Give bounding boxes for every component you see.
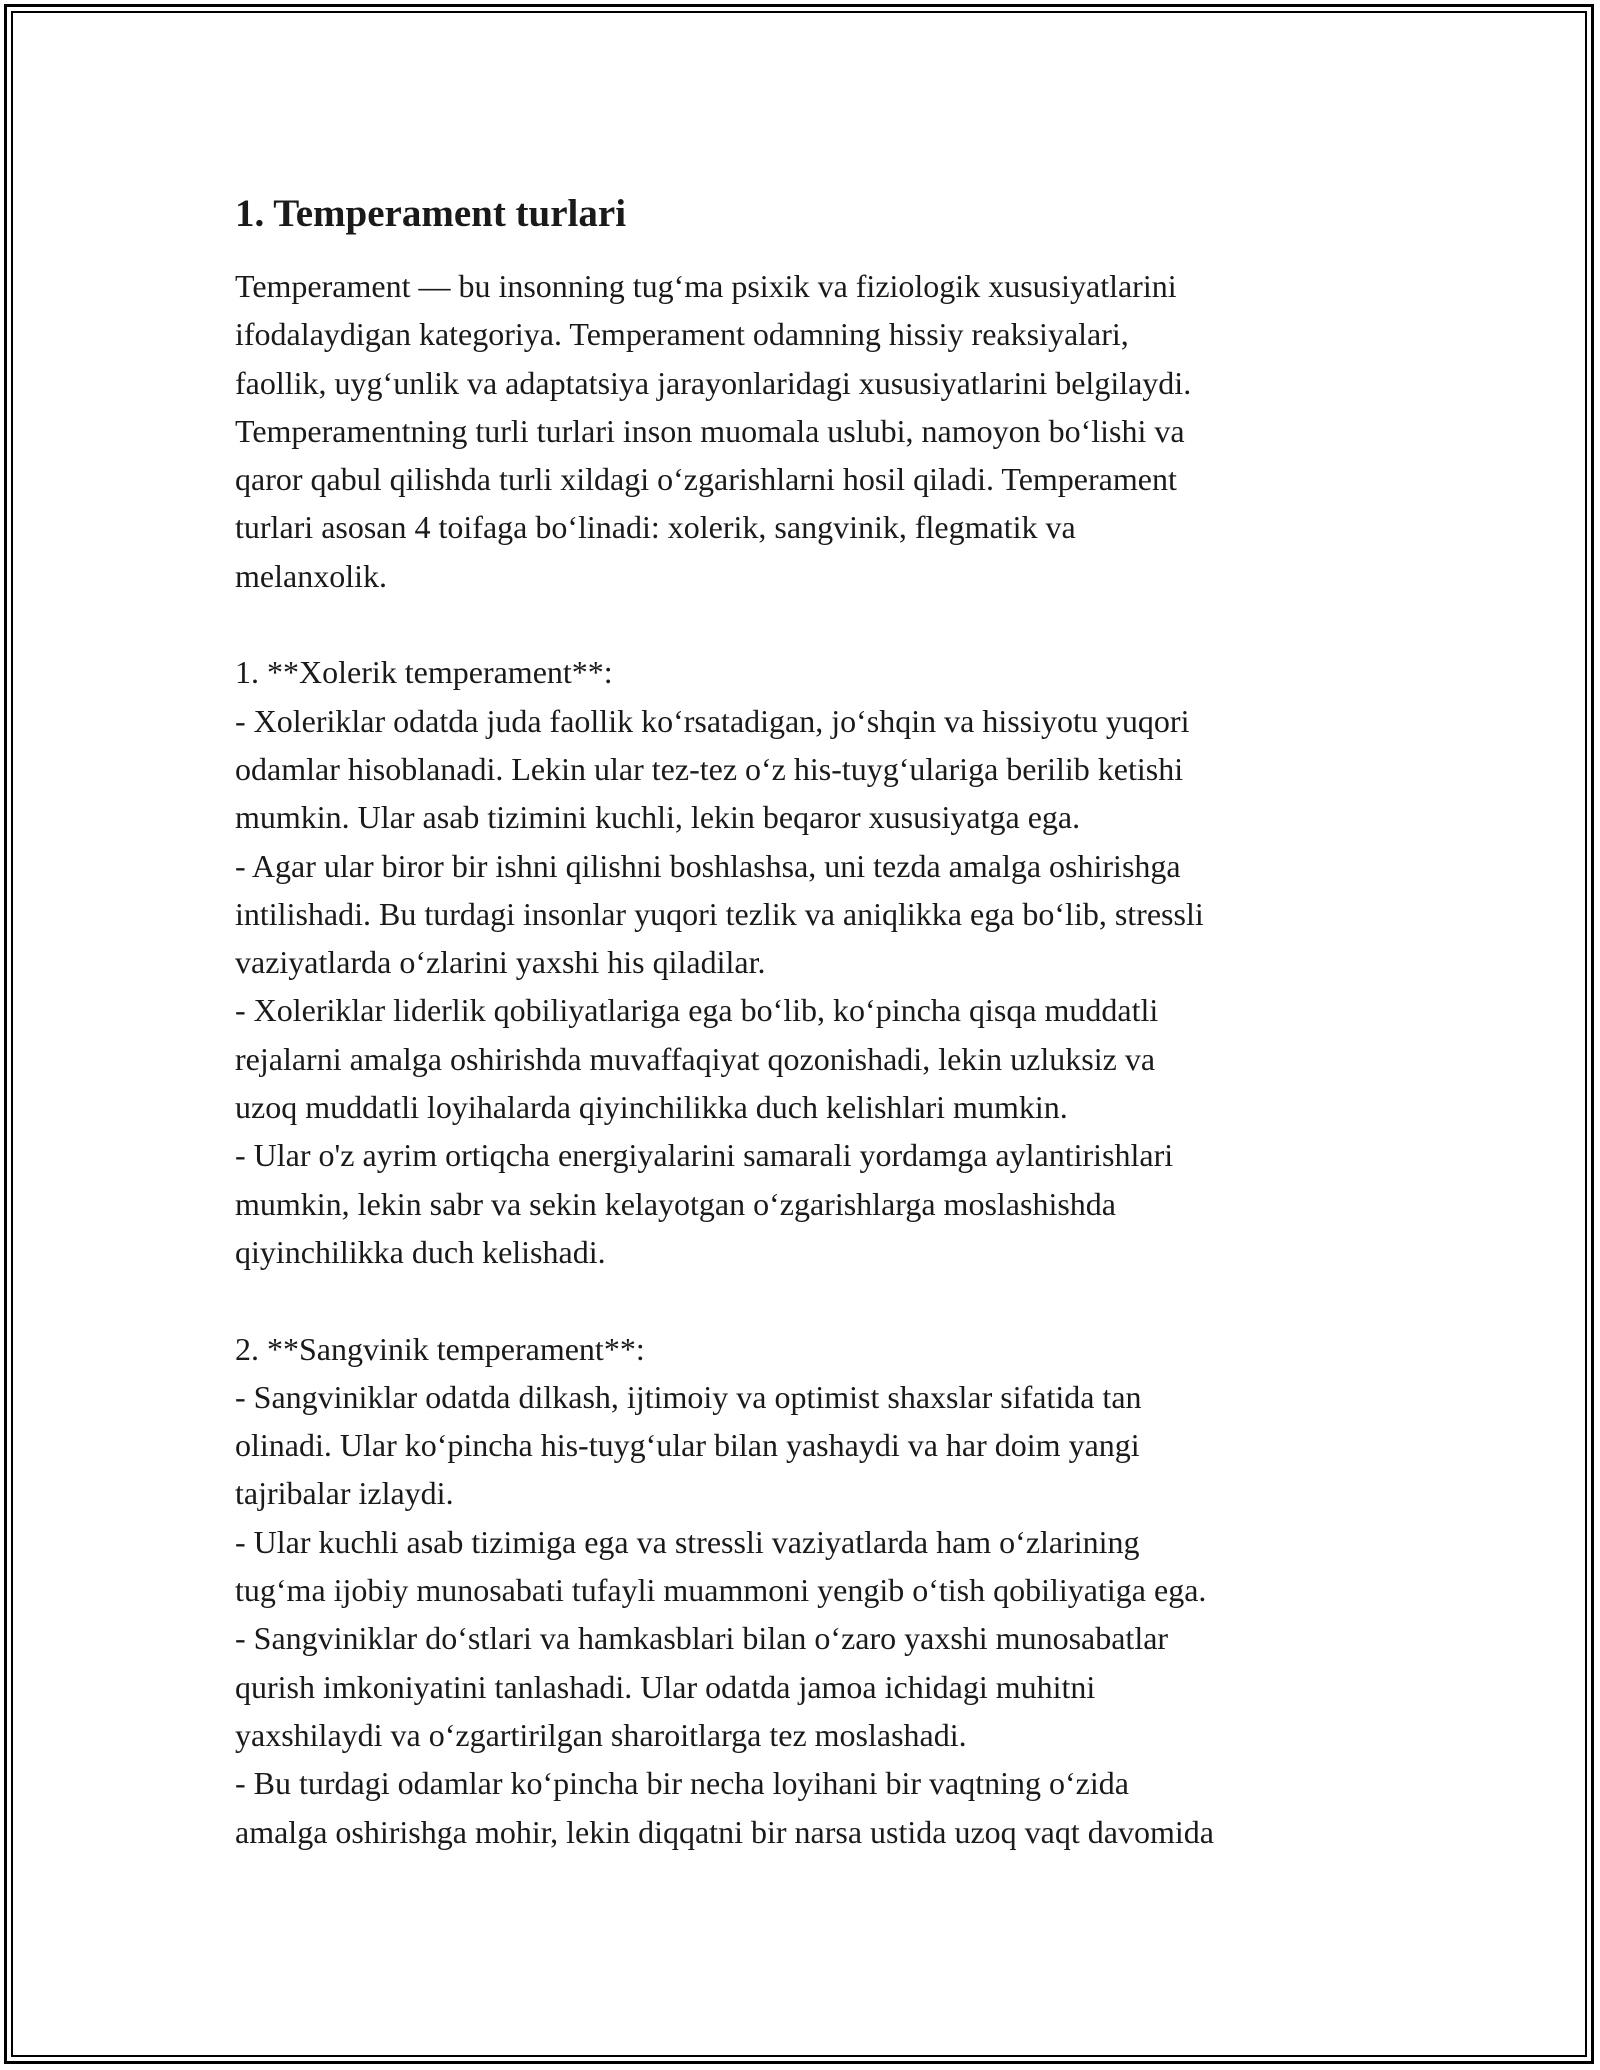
section-heading: 1. Temperament turlari bbox=[235, 192, 627, 235]
document-content bbox=[235, 188, 1385, 1856]
body-text: Temperament — bu insonning tug‘ma psixik va fiziologik xususiyatlarini ifodalaydigan kategoriya. Temperament odamning hissiy reaksiyalari, faollik, uyg‘unlik va adaptatsiya jarayonlaridagi xususiyatlarini belgilaydi. Temperamentning turli turlari inson muomala uslubi, namoyon bo‘lishi va qaror qabul qilishda turli xildagi o‘zgarishlarni hosil qiladi. Temperament turlari asosan 4 toifaga bo‘linadi: xolerik, sangvinik, flegmatik va melanxolik. 1. **Xolerik temperament**: - Xoleriklar odatda juda faollik ko‘rsatadigan, jo‘shqin va hissiyotu yuqori odamlar hisoblanadi. Lekin ular tez-tez o‘z his-tuyg‘ulariga berilib ketishi mumkin. Ular asab tizimini kuchli, lekin beqaror xususiyatga ega. - Agar ular biror bir ishni qilishni boshlashsa, uni tezda amalga oshirishga intilishadi. Bu turdagi insonlar yuqori tezlik va aniqlikka ega bo‘lib, stressli vaziyatlarda o‘zlarini yaxshi his qiladilar. - Xoleriklar liderlik qobiliyatlariga ega bo‘lib, ko‘pincha qisqa muddatli rejalarni amalga oshirishda muvaffaqiyat qozonishadi, lekin uzluksiz va uzoq muddatli loyihalarda qiyinchilikka duch kelishlari mumkin. - Ular o'z ayrim ortiqcha energiyalarini samarali yordamga aylantirishlari mumkin, lekin sabr va sekin kelayotgan o‘zgarishlarga moslashishda qiyinchilikka duch kelishadi. 2. **Sangvinik temperament**: - Sangviniklar odatda dilkash, ijtimoiy va optimist shaxslar sifatida tan olinadi. Ular ko‘pincha his-tuyg‘ular bilan yashaydi va har doim yangi tajribalar izlaydi. - Ular kuchli asab tizimiga ega va stressli vaziyatlarda ham o‘zlarining tug‘ma ijobiy munosabati tufayli muammoni yengib o‘tish qobiliyatiga ega. - Sangviniklar do‘stlari va hamkasblari bilan o‘zaro yaxshi munosabatlar qurish imkoniyatini tanlashadi. Ular odatda jamoa ichidagi muhitni yaxshilaydi va o‘zgartirilgan sharoitlarga tez moslashadi. - Bu turdagi odamlar ko‘pincha bir necha loyihani bir vaqtning o‘zida amalga oshirishga mohir, lekin diqqatni bir narsa ustida uzoq vaqt davomida bbox=[235, 268, 1214, 1850]
